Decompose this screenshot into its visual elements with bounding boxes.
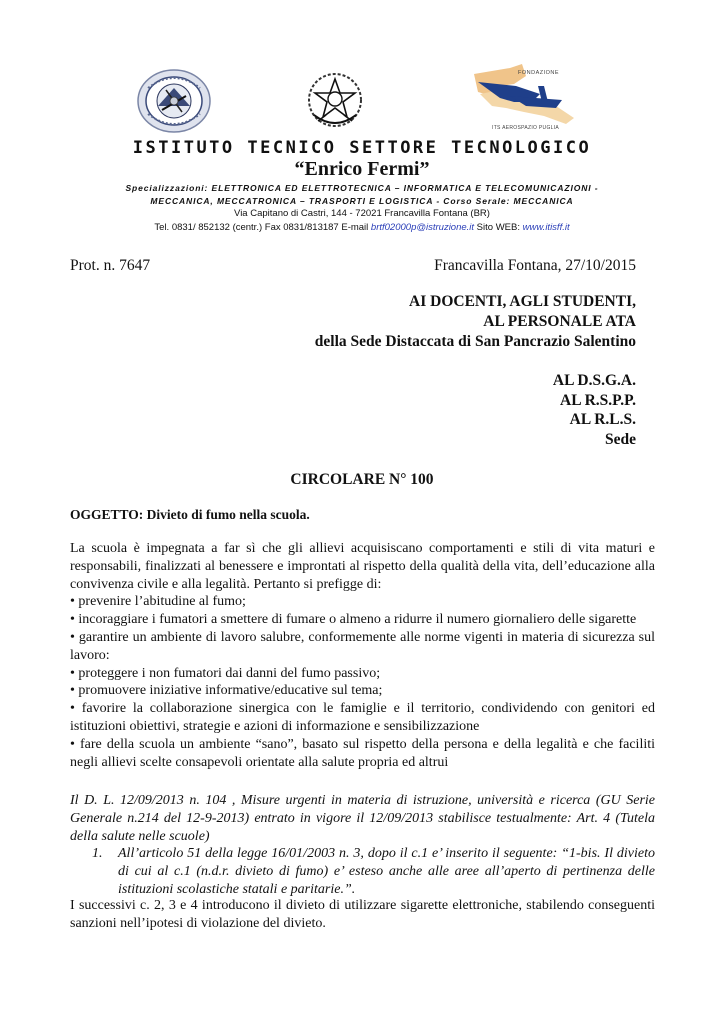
recipient-line-1: AI DOCENTI, AGLI STUDENTI, — [409, 293, 636, 310]
foundation-its-logo — [470, 62, 582, 136]
place-date: Francavilla Fontana, 27/10/2015 — [434, 257, 636, 274]
website-link[interactable]: www.itisff.it — [522, 222, 570, 233]
foundation-logo-label: FONDAZIONE — [518, 70, 560, 76]
final-paragraph: I successivi c. 2, 3 e 4 introducono il divieto di utilizzare sigarette elettroniche, stabilendo conseguenti sanzioni nell’ipotesi di violazione del divieto. — [70, 898, 655, 931]
intro-paragraph: La scuola è impegnata a far sì che gli allievi acquisiscano comportamenti e stili di vita maturi e responsabili, finalizzati al benessere e improntati al rispetto della qualità della vita, dell’educazione alla convivenza civile e alla legalità. Pertanto si prefigge di: — [70, 541, 655, 592]
specializations-line-1: Specializzazioni: ELETTRONICA ED ELETTROTECNICA – INFORMATICA E TELECOMUNICAZIONI - — [125, 183, 599, 193]
school-logo — [136, 68, 212, 134]
bullet-item: • fare della scuola un ambiente “sano”, basato sul rispetto della persona e della legalità e che faciliti negli allievi scelte consapevoli orientate alla salute propria ed altrui — [70, 736, 655, 770]
recipient-rls: AL R.L.S. — [569, 411, 636, 428]
body-section — [70, 540, 655, 771]
bullet-item: • incoraggiare i fumatori a smettere di fumare o almeno a ridurre il numero giornaliero delle sigarette — [70, 612, 637, 628]
recipient-dsga: AL D.S.G.A. — [552, 372, 636, 389]
recipient-line-3: della Sede Distaccata di San Pancrazio Salentino — [314, 333, 636, 350]
law-paragraph: Il D. L. 12/09/2013 n. 104 , Misure urgenti in materia di istruzione, università e ricerca (GU Serie Generale n.214 del 12-9-2013) entrato in vigore il 12/09/2013 stabilisce testualmente: Art. 4 (Tutela della salute nelle scuole) — [70, 793, 655, 844]
bullet-item: • promuovere iniziative informative/educative sul tema; — [70, 683, 383, 699]
web-prefix: Sito WEB: — [474, 222, 523, 233]
circular-title: CIRCOLARE N° 100 — [290, 471, 434, 488]
law-item-text: All’articolo 51 della legge 16/01/2003 n. 3, dopo il c.1 e’ inserito il seguente: “1-bis. Il divieto di cui al c.1 (n.d.r. divieto di fumo) e’ esteso anche alle aree all’aperto di pertinenza delle istituzioni scolastiche statali e paritarie.”. — [118, 846, 655, 897]
school-address: Via Capitano di Castri, 144 - 72021 Francavilla Fontana (BR) — [234, 208, 490, 219]
italian-republic-emblem — [306, 71, 364, 131]
school-contacts — [0, 222, 724, 233]
protocol-number: Prot. n. 7647 — [70, 257, 151, 274]
school-title: “Enrico Fermi” — [294, 158, 430, 180]
specializations-line-2: MECCANICA, MECCATRONICA – TRASPORTI E LOGISTICA - Corso Serale: MECCANICA — [150, 196, 574, 206]
bullet-item: • prevenire l’abitudine al fumo; — [70, 594, 246, 610]
contacts-phone-fax: Tel. 0831/ 852132 (centr.) Fax 0831/813187 E-mail — [154, 222, 371, 233]
law-item — [92, 845, 655, 898]
bullet-item: • garantire un ambiente di lavoro salubre, conformemente alle norme vigenti in materia di sicurezza sul lavoro: — [70, 629, 655, 663]
recipient-sede: Sede — [605, 431, 636, 448]
school-logo-graphic — [136, 68, 212, 134]
emblem-graphic — [306, 71, 364, 131]
law-item-number: 1. — [92, 846, 103, 861]
subject-line: OGGETTO: Divieto di fumo nella scuola. — [70, 507, 310, 522]
school-name: ISTITUTO TECNICO SETTORE TECNOLOGICO — [132, 138, 592, 158]
email-link[interactable]: brtf02000p@istruzione.it — [370, 222, 475, 233]
recipient-line-2: AL PERSONALE ATA — [483, 313, 636, 330]
recipient-rspp: AL R.S.P.P. — [560, 392, 636, 409]
bullet-item: • proteggere i non fumatori dai danni del fumo passivo; — [70, 665, 381, 681]
bullet-item: • favorire la collaborazione sinergica con le famiglie e il territorio, condividendo con genitori ed istituzioni obiettivi, strategie e azioni di informazione e sensibilizzazione — [70, 701, 655, 734]
foundation-logo-caption: ITS AEROSPAZIO PUGLIA — [492, 125, 560, 131]
